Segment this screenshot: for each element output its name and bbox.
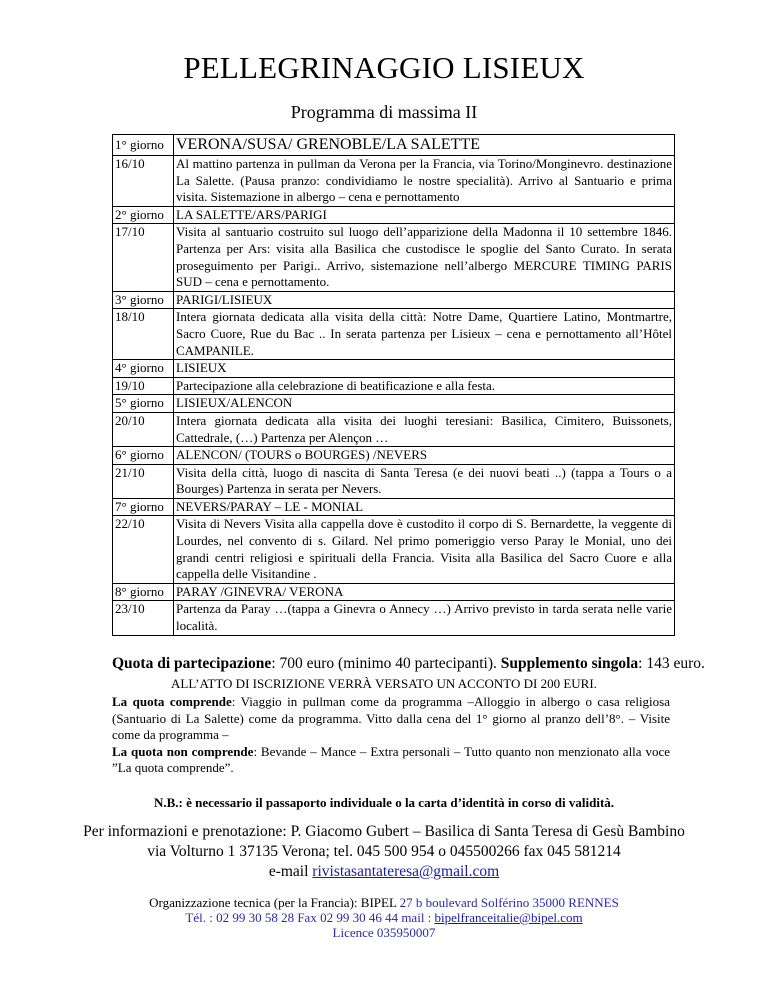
program-date: 16/10 [113,156,174,207]
program-day-label: 6° giorno [113,447,174,465]
program-day-label: 1° giorno [113,135,174,156]
program-route: VERONA/SUSA/ GRENOBLE/LA SALETTE [174,135,675,156]
program-detail-row [113,156,675,207]
email-label: e-mail [268,863,313,880]
organizer-address: 27 b boulevard Solférino 35000 RENNES [399,895,619,910]
organizer-email-link[interactable]: bipelfranceitalie@bipel.com [434,910,583,925]
quota-line [112,655,705,673]
program-detail-row [113,601,675,635]
comprende-paragraph [112,694,670,744]
program-detail-row [113,464,675,498]
program-description: Visita al santuario costruito sul luogo dell’apparizione della Madonna il 10 settembre 1846. Partenza per Ars: visita alla Basilica che custodisce le spoglie del Santo Curato. In serata proseguimento per Parigi.. Arrivo, sistemazione nell’albergo MERCURE TIMING PARIS SUD – cena e pernottamento. [174,224,675,291]
program-day-row [113,498,675,516]
program-route: PARAY /GINEVRA/ VERONA [174,583,675,601]
contact-email-link[interactable]: rivistasantateresa@gmail.com [312,863,500,880]
organizer-phone-line [0,910,768,925]
program-day-row [113,583,675,601]
program-route: NEVERS/PARAY – LE - MONIAL [174,498,675,516]
contact-line-2: via Volturno 1 37135 Verona; tel. 045 500 954 o 045500266 fax 045 581214 [147,843,621,860]
organizer-licence: Licence 035950007 [332,925,436,940]
program-detail-row [113,224,675,291]
program-day-row [113,206,675,224]
program-route: LA SALETTE/ARS/PARIGI [174,206,675,224]
program-route: PARIGI/LISIEUX [174,291,675,309]
program-date: 22/10 [113,516,174,583]
program-day-label: 2° giorno [113,206,174,224]
acconto-notice: ALL’ATTO DI ISCRIZIONE VERRÀ VERSATO UN ACCONTO DI 200 EURI. [171,676,597,691]
program-description: Partecipazione alla celebrazione di beatificazione e alla festa. [174,377,675,395]
program-date: 17/10 [113,224,174,291]
document-note: N.B.: è necessario il passaporto individuale o la carta d’identità in corso di validità. [153,795,615,810]
program-route: LISIEUX [174,360,675,378]
quota-label: Quota di partecipazione [112,655,272,672]
quota-details [112,694,670,777]
quota-value: : 700 euro (minimo 40 partecipanti). [271,655,501,672]
program-detail-row [113,516,675,583]
contact-email-line [0,862,768,882]
organizer-block [0,895,768,940]
program-route: LISIEUX/ALENCON [174,395,675,413]
program-description: Al mattino partenza in pullman da Verona per la Francia, via Torino/Monginevro. destinazione La Salette. (Pausa pranzo: condividiamo le nostre specialità). Arrivo al Santuario e prima visita. Sistemazione in albergo – cena e pernottamento [174,156,675,207]
program-detail-row [113,309,675,360]
supplemento-value: : 143 euro. [638,655,705,672]
organizer-line [0,895,768,910]
non-comprende-text: : Bevande – Mance – Extra personali – Tutto quanto non menzionato alla voce ”La quota comprende”. [112,743,670,776]
program-day-row [113,291,675,309]
program-day-label: 5° giorno [113,395,174,413]
program-date: 18/10 [113,309,174,360]
contact-line-1: Per informazioni e prenotazione: P. Giacomo Gubert – Basilica di Santa Teresa di Gesù Bambino [83,823,685,840]
program-date: 23/10 [113,601,174,635]
program-date: 20/10 [113,412,174,446]
organizer-phone: Tél. : 02 99 30 58 28 Fax 02 99 30 46 44 mail : [185,910,435,925]
page-subtitle: Programma di massima II [290,102,478,122]
program-description: Partenza da Paray …(tappa a Ginevra o Annecy …) Arrivo previsto in tarda serata nelle varie località. [174,601,675,635]
program-day-label: 3° giorno [113,291,174,309]
non-comprende-paragraph [112,744,670,777]
comprende-text: : Viaggio in pullman come da programma –Alloggio in albergo o casa religiosa (Santuario di La Salette) come da programma. Vitto dalla cena del 1° giorno al pranzo dell’8°. – Visite come da programma – [112,694,670,743]
program-day-label: 4° giorno [113,360,174,378]
non-comprende-label: La quota non comprende [112,743,254,759]
page-title: PELLEGRINAGGIO LISIEUX [183,50,585,85]
program-day-row [113,360,675,378]
program-detail-row [113,412,675,446]
program-route: ALENCON/ (TOURS o BOURGES) /NEVERS [174,447,675,465]
program-day-label: 7° giorno [113,498,174,516]
program-day-row [113,395,675,413]
program-description: Visita di Nevers Visita alla cappella dove è custodito il corpo di S. Bernardette, la veggente di Lourdes, nel convento di s. Gilard. Nel primo pomeriggio verso Paray le Monial, uno dei grandi centri religiosi e spirituali della Francia. Visita alla Basilica del Sacro Cuore e alla cappella delle Visitandine . [174,516,675,583]
program-description: Intera giornata dedicata alla visita dei luoghi teresiani: Basilica, Cimitero, Buissonets, Cattedrale, (…) Partenza per Alençon … [174,412,675,446]
program-day-label: 8° giorno [113,583,174,601]
program-date: 21/10 [113,464,174,498]
program-description: Visita della città, luogo di nascita di Santa Teresa (e dei nuovi beati ..) (tappa a Tours o a Bourges) Partenza in serata per Nevers. [174,464,675,498]
program-description: Intera giornata dedicata alla visita della città: Notre Dame, Quartiere Latino, Montmartre, Sacro Cuore, Rue du Bac .. In serata partenza per Lisieux – cena e pernottamento all’Hôtel CAMPANILE. [174,309,675,360]
program-day-row [113,135,675,156]
program-date: 19/10 [113,377,174,395]
program-table [112,134,675,636]
supplemento-label: Supplemento singola [500,655,639,672]
program-detail-row [113,377,675,395]
program-day-row [113,447,675,465]
contact-block [0,822,768,882]
organizer-label: Organizzazione tecnica (per la Francia): BIPEL [149,895,400,910]
comprende-label: La quota comprende [112,694,232,709]
